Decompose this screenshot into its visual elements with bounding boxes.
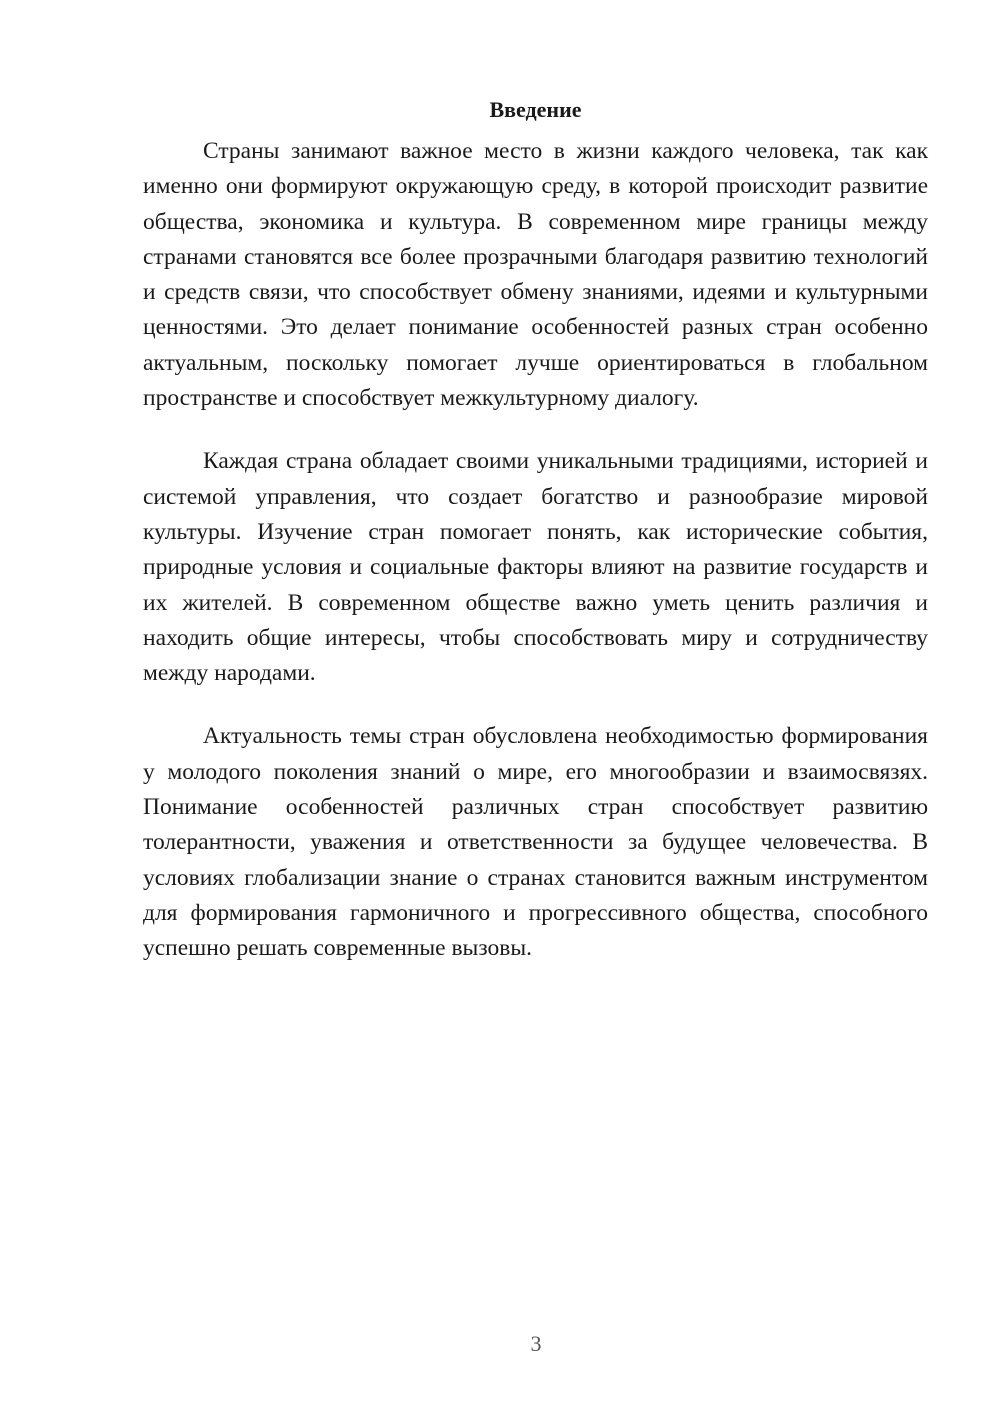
paragraph-1: Страны занимают важное место в жизни каждого человека, так как именно они формируют окружающую среду, в которой происходит развитие общества, экономика и культура. В современном мире границы между странами становятся все более прозрачными благодаря развитию технологий и средств связи, что способствует обмену знаниями, идеями и культурными ценностями. Это делает понимание особенностей разных стран особенно актуальным, поскольку помогает лучше ориентироваться в глобальном пространстве и способствует межкультурному диалогу.: [143, 138, 928, 412]
paragraph-2: Каждая страна обладает своими уникальными традициями, историей и системой управления, что создает богатство и разнообразие мировой культуры. Изучение стран помогает понять, как исторические события, природные условия и социальные факторы влияют на развитие государств и их жителей. В современном обществе важно уметь ценить различия и находить общие интересы, чтобы способствовать миру и сотрудничеству между народами.: [143, 448, 928, 687]
page-number: 3: [530, 1331, 542, 1356]
section-title: Введение: [489, 97, 582, 122]
paragraph-3: Актуальность темы стран обусловлена необходимостью формирования у молодого поколения знаний о мире, его многообразии и взаимосвязях. Понимание особенностей различных стран способствует развитию толерантности, уважения и ответственности за будущее человечества. В условиях глобализации знание о странах становится важным инструментом для формирования гармоничного и прогрессивного общества, способного успешно решать современные вызовы.: [143, 723, 928, 962]
page-content: [143, 92, 928, 995]
